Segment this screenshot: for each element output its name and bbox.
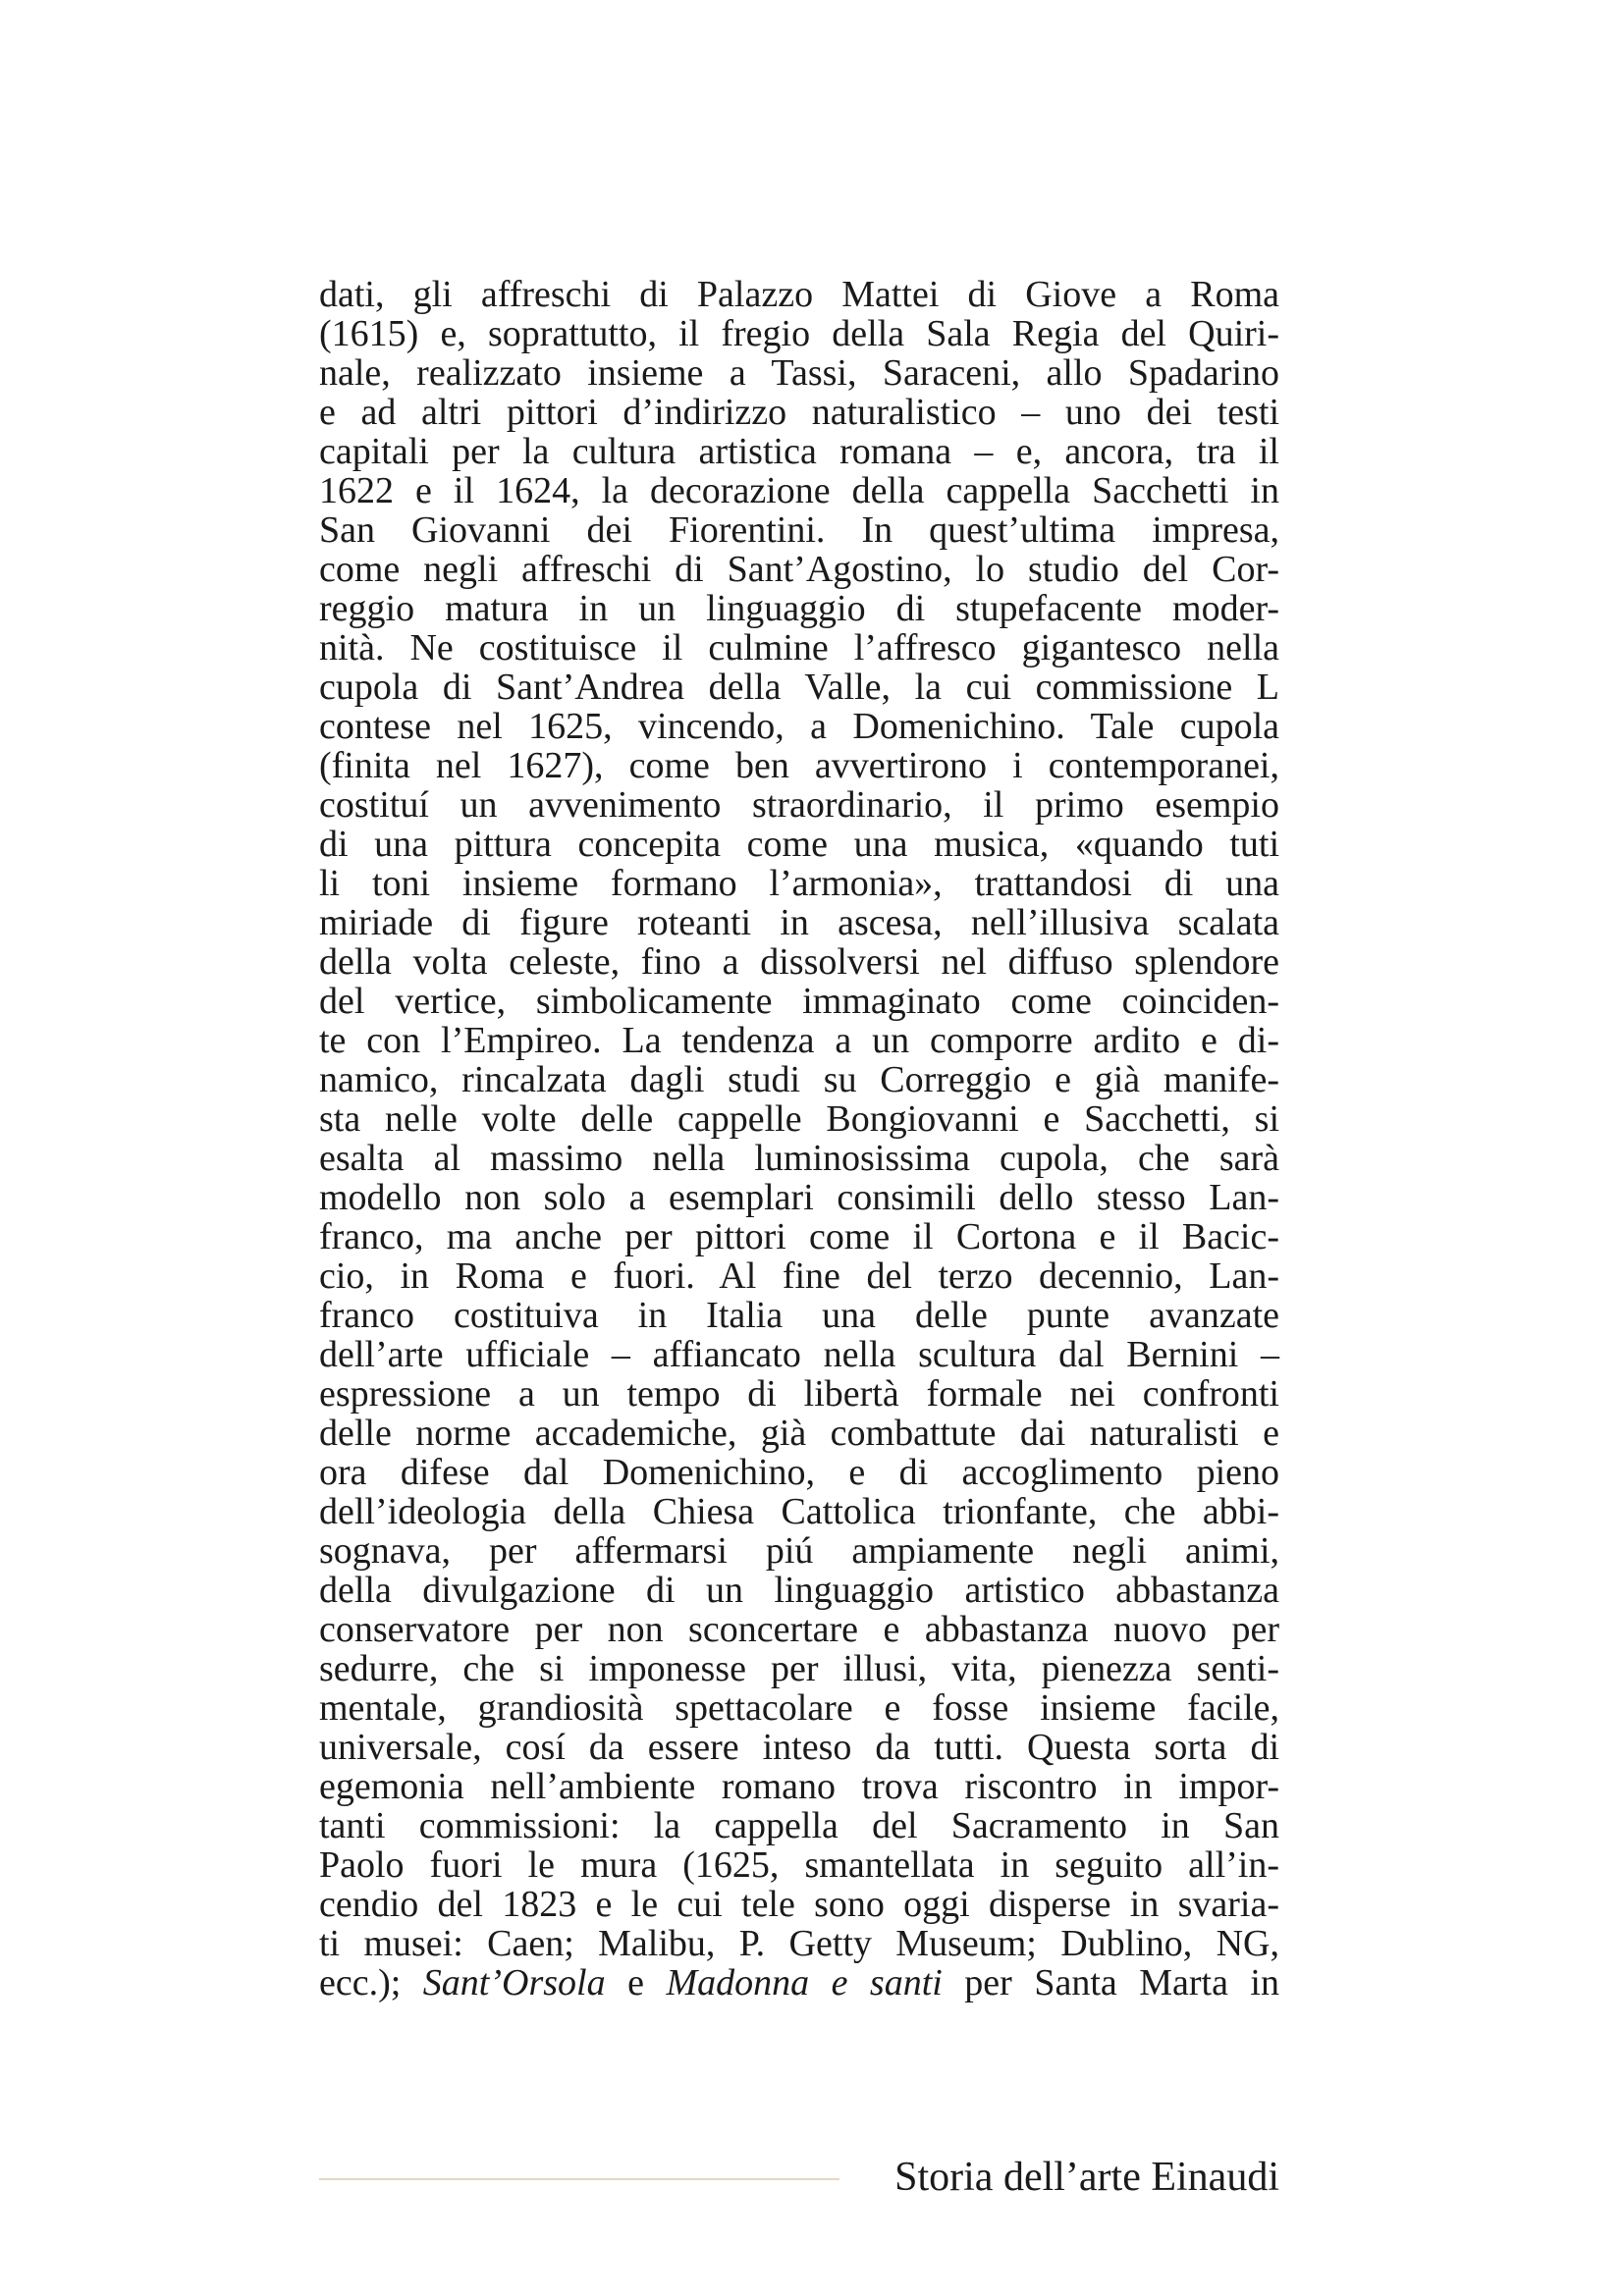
text-line: di una pittura concepita come una musica, «quando tuti: [319, 824, 1279, 865]
footer-rule: [319, 2178, 839, 2180]
text-line: esalta al massimo nella luminosissima cupola, che sarà: [319, 1138, 1279, 1179]
text-line: della volta celeste, fino a dissolversi nel diffuso splendore: [319, 941, 1279, 983]
text-line: del vertice, simbolicamente immaginato come coinciden-: [319, 981, 1279, 1022]
text-line: universale, cosí da essere inteso da tutti. Questa sorta di: [319, 1727, 1279, 1768]
text-line: 1622 e il 1624, la decorazione della cappella Sacchetti in: [319, 470, 1279, 511]
text-line: e ad altri pittori d’indirizzo naturalistico – uno dei testi: [319, 392, 1279, 433]
text-line: te con l’Empireo. La tendenza a un comporre ardito e di-: [319, 1020, 1279, 1061]
text-line: tanti commissioni: la cappella del Sacramento in San: [319, 1805, 1279, 1846]
text-line: nale, realizzato insieme a Tassi, Saraceni, allo Spadarino: [319, 352, 1279, 394]
text-line: delle norme accademiche, già combattute dai naturalisti e: [319, 1413, 1279, 1454]
body-text: [319, 275, 1279, 2002]
text-line: dell’arte ufficiale – affiancato nella scultura dal Bernini –: [319, 1334, 1279, 1375]
text-line: franco, ma anche per pittori come il Cortona e il Bacic-: [319, 1216, 1279, 1257]
text-line: cupola di Sant’Andrea della Valle, la cui commissione L: [319, 667, 1279, 708]
text-line: reggio matura in un linguaggio di stupefacente moder-: [319, 588, 1279, 629]
text-line: franco costituiva in Italia una delle punte avanzate: [319, 1295, 1279, 1336]
text-line: nità. Ne costituisce il culmine l’affresco gigantesco nella: [319, 627, 1279, 668]
text-line: costituí un avvenimento straordinario, il primo esempio: [319, 784, 1279, 826]
text-line: cio, in Roma e fuori. Al fine del terzo decennio, Lan-: [319, 1255, 1279, 1297]
text-line: come negli affreschi di Sant’Agostino, lo studio del Cor-: [319, 549, 1279, 590]
text-line: ti musei: Caen; Malibu, P. Getty Museum; Dublino, NG,: [319, 1923, 1279, 1964]
text-line: contese nel 1625, vincendo, a Domenichino. Tale cupola: [319, 706, 1279, 747]
artwork-title-sant-orsola: Sant’Orsola: [422, 1962, 606, 2003]
last-line-part2: e: [605, 1962, 667, 2003]
text-line: mentale, grandiosità spettacolare e fosse insieme facile,: [319, 1687, 1279, 1729]
artwork-title-madonna-e-santi: Madonna e santi: [666, 1962, 943, 2003]
footer-title: Storia dell’arte Einaudi: [894, 2155, 1279, 2200]
text-line: conservatore per non sconcertare e abbastanza nuovo per: [319, 1609, 1279, 1650]
last-line-part3: per Santa Marta in: [942, 1962, 1279, 2003]
text-line: Paolo fuori le mura (1625, smantellata in seguito all’in-: [319, 1844, 1279, 1886]
text-line: della divulgazione di un linguaggio artistico abbastanza: [319, 1570, 1279, 1611]
text-line: cendio del 1823 e le cui tele sono oggi disperse in svaria-: [319, 1884, 1279, 1925]
last-line-part1: ecc.);: [319, 1962, 423, 2003]
text-line: sta nelle volte delle cappelle Bongiovanni e Sacchetti, si: [319, 1098, 1279, 1140]
text-line: San Giovanni dei Fiorentini. In quest’ultima impresa,: [319, 509, 1279, 551]
text-line: dati, gli affreschi di Palazzo Mattei di Giove a Roma: [319, 274, 1279, 315]
text-line: dell’ideologia della Chiesa Cattolica trionfante, che abbi-: [319, 1491, 1279, 1532]
text-line: li toni insieme formano l’armonia», trattandosi di una: [319, 863, 1279, 904]
text-line: modello non solo a esemplari consimili dello stesso Lan-: [319, 1177, 1279, 1218]
text-line: espressione a un tempo di libertà formale nei confronti: [319, 1373, 1279, 1415]
text-line: sedurre, che si imponesse per illusi, vita, pienezza senti-: [319, 1648, 1279, 1689]
text-line: capitali per la cultura artistica romana – e, ancora, tra il: [319, 431, 1279, 472]
text-line: ora difese dal Domenichino, e di accoglimento pieno: [319, 1452, 1279, 1493]
text-line-last: [319, 1963, 1279, 2002]
text-line: (finita nel 1627), come ben avvertirono i contemporanei,: [319, 745, 1279, 786]
text-line: sognava, per affermarsi piú ampiamente negli animi,: [319, 1530, 1279, 1572]
text-line: egemonia nell’ambiente romano trova riscontro in impor-: [319, 1766, 1279, 1807]
text-line: (1615) e, soprattutto, il fregio della Sala Regia del Quiri-: [319, 313, 1279, 354]
text-line: miriade di figure roteanti in ascesa, nell’illusiva scalata: [319, 902, 1279, 943]
text-line: namico, rincalzata dagli studi su Correggio e già manife-: [319, 1059, 1279, 1100]
